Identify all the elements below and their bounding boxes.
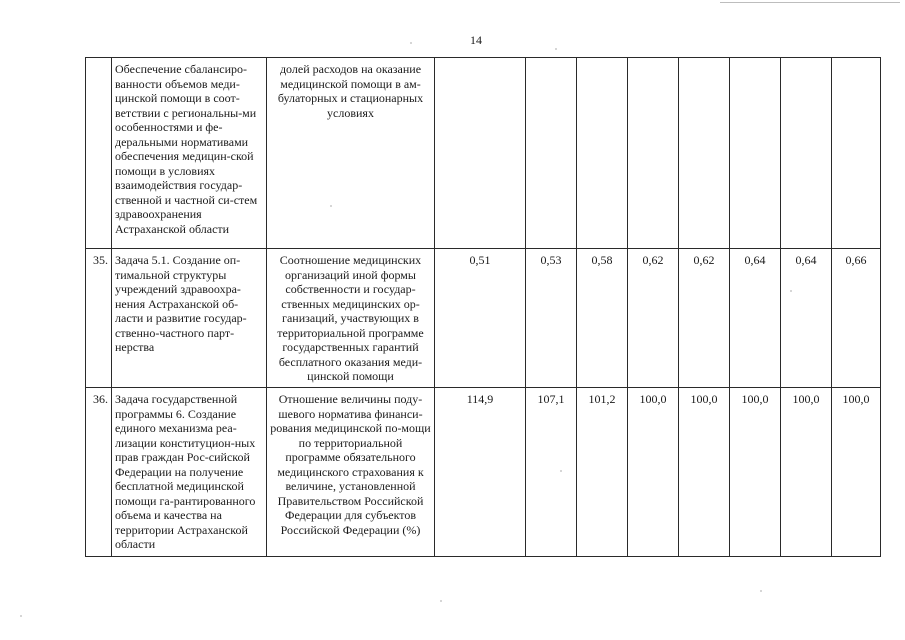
value-cell: 0,64 xyxy=(730,249,781,388)
value-cell: 101,2 xyxy=(577,388,628,557)
task-cell: Обеспечение сбалансиро-ванности объемов меди-цинской помощи в соот-ветствии с региональны-ми особенностями и фе-деральными нормативами обеспечения медицин-ской помощи в условиях взаимодействия государ-ственной и частной си-стем здравоохранения Астраханской области xyxy=(112,58,267,249)
value-cell xyxy=(679,58,730,249)
row-number xyxy=(86,58,112,249)
scan-speck xyxy=(790,290,792,292)
scan-speck xyxy=(560,470,562,472)
scan-speck xyxy=(20,615,22,617)
value-cell: 0,58 xyxy=(577,249,628,388)
value-cell: 107,1 xyxy=(526,388,577,557)
value-cell: 0,53 xyxy=(526,249,577,388)
value-cell: 0,66 xyxy=(832,249,881,388)
indicator-cell: Соотношение медицинских организаций иной формы собственности и государ-ственных медицинских ор-ганизаций, участвующих в территориальной программе государственных гарантий бесплатного оказания меди-цинской помощи xyxy=(267,249,435,388)
value-cell: 100,0 xyxy=(679,388,730,557)
value-cell: 0,51 xyxy=(435,249,526,388)
data-table xyxy=(85,57,881,557)
scan-artifact-line xyxy=(720,2,900,3)
value-cell xyxy=(435,58,526,249)
value-cell: 100,0 xyxy=(730,388,781,557)
row-number: 35. xyxy=(86,249,112,388)
value-cell xyxy=(628,58,679,249)
scan-speck xyxy=(440,600,442,602)
row-number: 36. xyxy=(86,388,112,557)
value-cell xyxy=(781,58,832,249)
value-cell: 100,0 xyxy=(832,388,881,557)
value-cell xyxy=(526,58,577,249)
table-row xyxy=(86,249,881,388)
page-number: 14 xyxy=(470,33,482,47)
table-row xyxy=(86,58,881,249)
value-cell: 114,9 xyxy=(435,388,526,557)
indicator-cell: Отношение величины поду-шевого норматива финанси-рования медицинской по-мощи по территориальной программе обязательного медицинского страхования к величине, установленной Правительством Российской Федерации для субъектов Российской Федерации (%) xyxy=(267,388,435,557)
scan-speck xyxy=(555,48,557,50)
task-cell: Задача 5.1. Создание оп-тимальной структуры учреждений здравоохра-нения Астраханской об-ласти и развитие государ-ственно-частного парт-нерства xyxy=(112,249,267,388)
task-cell: Задача государственной программы 6. Создание единого механизма реа-лизации конституцион-ных прав граждан Рос-сийской Федерации на получение бесплатной медицинской помощи га-рантированного объема и качества на территории Астраханской области xyxy=(112,388,267,557)
value-cell xyxy=(832,58,881,249)
value-cell: 0,62 xyxy=(628,249,679,388)
value-cell xyxy=(577,58,628,249)
value-cell: 100,0 xyxy=(628,388,679,557)
indicator-cell: долей расходов на оказание медицинской помощи в ам-булаторных и стационарных условиях xyxy=(267,58,435,249)
scan-speck xyxy=(330,205,332,207)
table-row xyxy=(86,388,881,557)
value-cell: 0,62 xyxy=(679,249,730,388)
value-cell xyxy=(730,58,781,249)
scan-speck xyxy=(760,590,762,592)
scan-speck xyxy=(410,42,412,44)
value-cell: 0,64 xyxy=(781,249,832,388)
value-cell: 100,0 xyxy=(781,388,832,557)
